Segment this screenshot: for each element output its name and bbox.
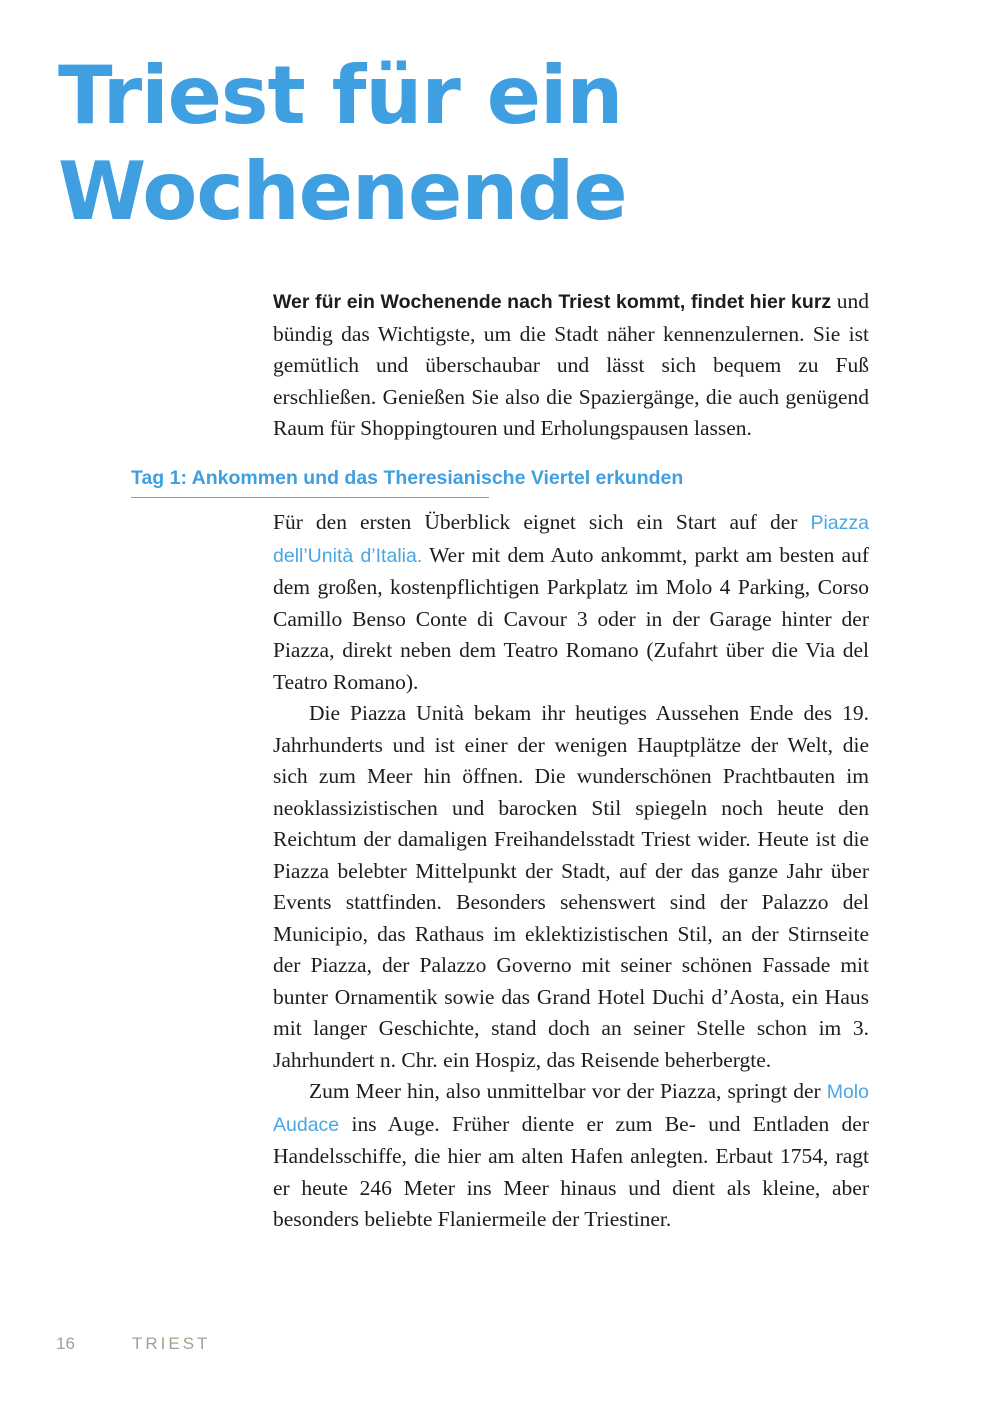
molo-audace-link[interactable]: Molo Audace [273,1081,869,1136]
page-title [58,48,627,240]
paragraph-3-after: ins Auge. Früher diente er zum Be- und Entladen der Handelsschiffe, die hier am alten Hafen anlegten. Erbaut 1754, ragt er heute 246 Meter ins Meer hinaus und dient als kleine, aber besonders beliebte Flaniermeile der Triestiner. [273,1111,869,1231]
page-footer [0,1332,1000,1358]
piazza-link[interactable]: Piazza dell’Unità d’Italia. [273,512,869,567]
paragraph-2: Die Piazza Unità bekam ihr heutiges Aussehen Ende des 19. Jahrhunderts und ist einer der wenigen Hauptplätze der Welt, die sich zum Meer hin öffnen. Die wunderschönen Prachtbauten im neoklassizistischen und barocken Stil spiegeln noch heute den Reichtum der damaligen Freihandelsstadt Triest wider. Heute ist die Piazza belebter Mittelpunkt der Stadt, auf der das ganze Jahr über Events stattfinden. Besonders sehenswert sind der Palazzo del Municipio, das Rathaus im eklektizistischen Stil, an der Stirnseite der Piazza, der Palazzo Governo mit seiner schönen Fassade mit bunter Ornamentik sowie das Grand Hotel Duchi d’Aosta, ein Haus mit langer Geschichte, stand doch an seiner Stelle schon im 3. Jahrhundert n. Chr. ein Hospiz, das Reisende beherbergte. [273,701,869,1072]
paragraph-1-after: Wer mit dem Auto ankommt, parkt am besten auf dem großen, kostenpflichtigen Parkplatz im Molo 4 Parking, Corso Camillo Benso Conte di Cavour 3 oder in der Garage hinter der Piazza, direkt neben dem Teatro Romano (Zufahrt über die Via del Teatro Romano). [273,542,869,694]
running-head: TRIEST [132,1334,211,1353]
paragraph-1 [273,507,869,698]
intro-text: und bündig das Wichtigste, um die Stadt näher kennenzulernen. Sie ist gemütlich und überschaubar und lässt sich bequem zu Fuß erschließen. Genießen Sie also die Spaziergänge, die auch genügend Raum für Shoppingtouren und Erholungspausen lassen. [273,289,870,440]
intro-paragraph [273,286,869,445]
paragraph-3-before: Zum Meer hin, also unmittelbar vor der Piazza, springt der [309,1079,827,1103]
page-number: 16 [56,1334,75,1353]
paragraph-1-before: Für den ersten Überblick eignet sich ein Start auf der [273,510,811,534]
body-text [273,507,869,1236]
section-heading: Tag 1: Ankommen und das Theresianische Viertel erkunden [131,465,489,498]
page-title-line-2: Wochenende [58,145,627,238]
page-title-line-1: Triest für ein [58,49,623,142]
paragraph-3 [273,1076,869,1236]
intro-lead: Wer für ein Wochenende nach Triest kommt, findet hier kurz [273,291,832,313]
